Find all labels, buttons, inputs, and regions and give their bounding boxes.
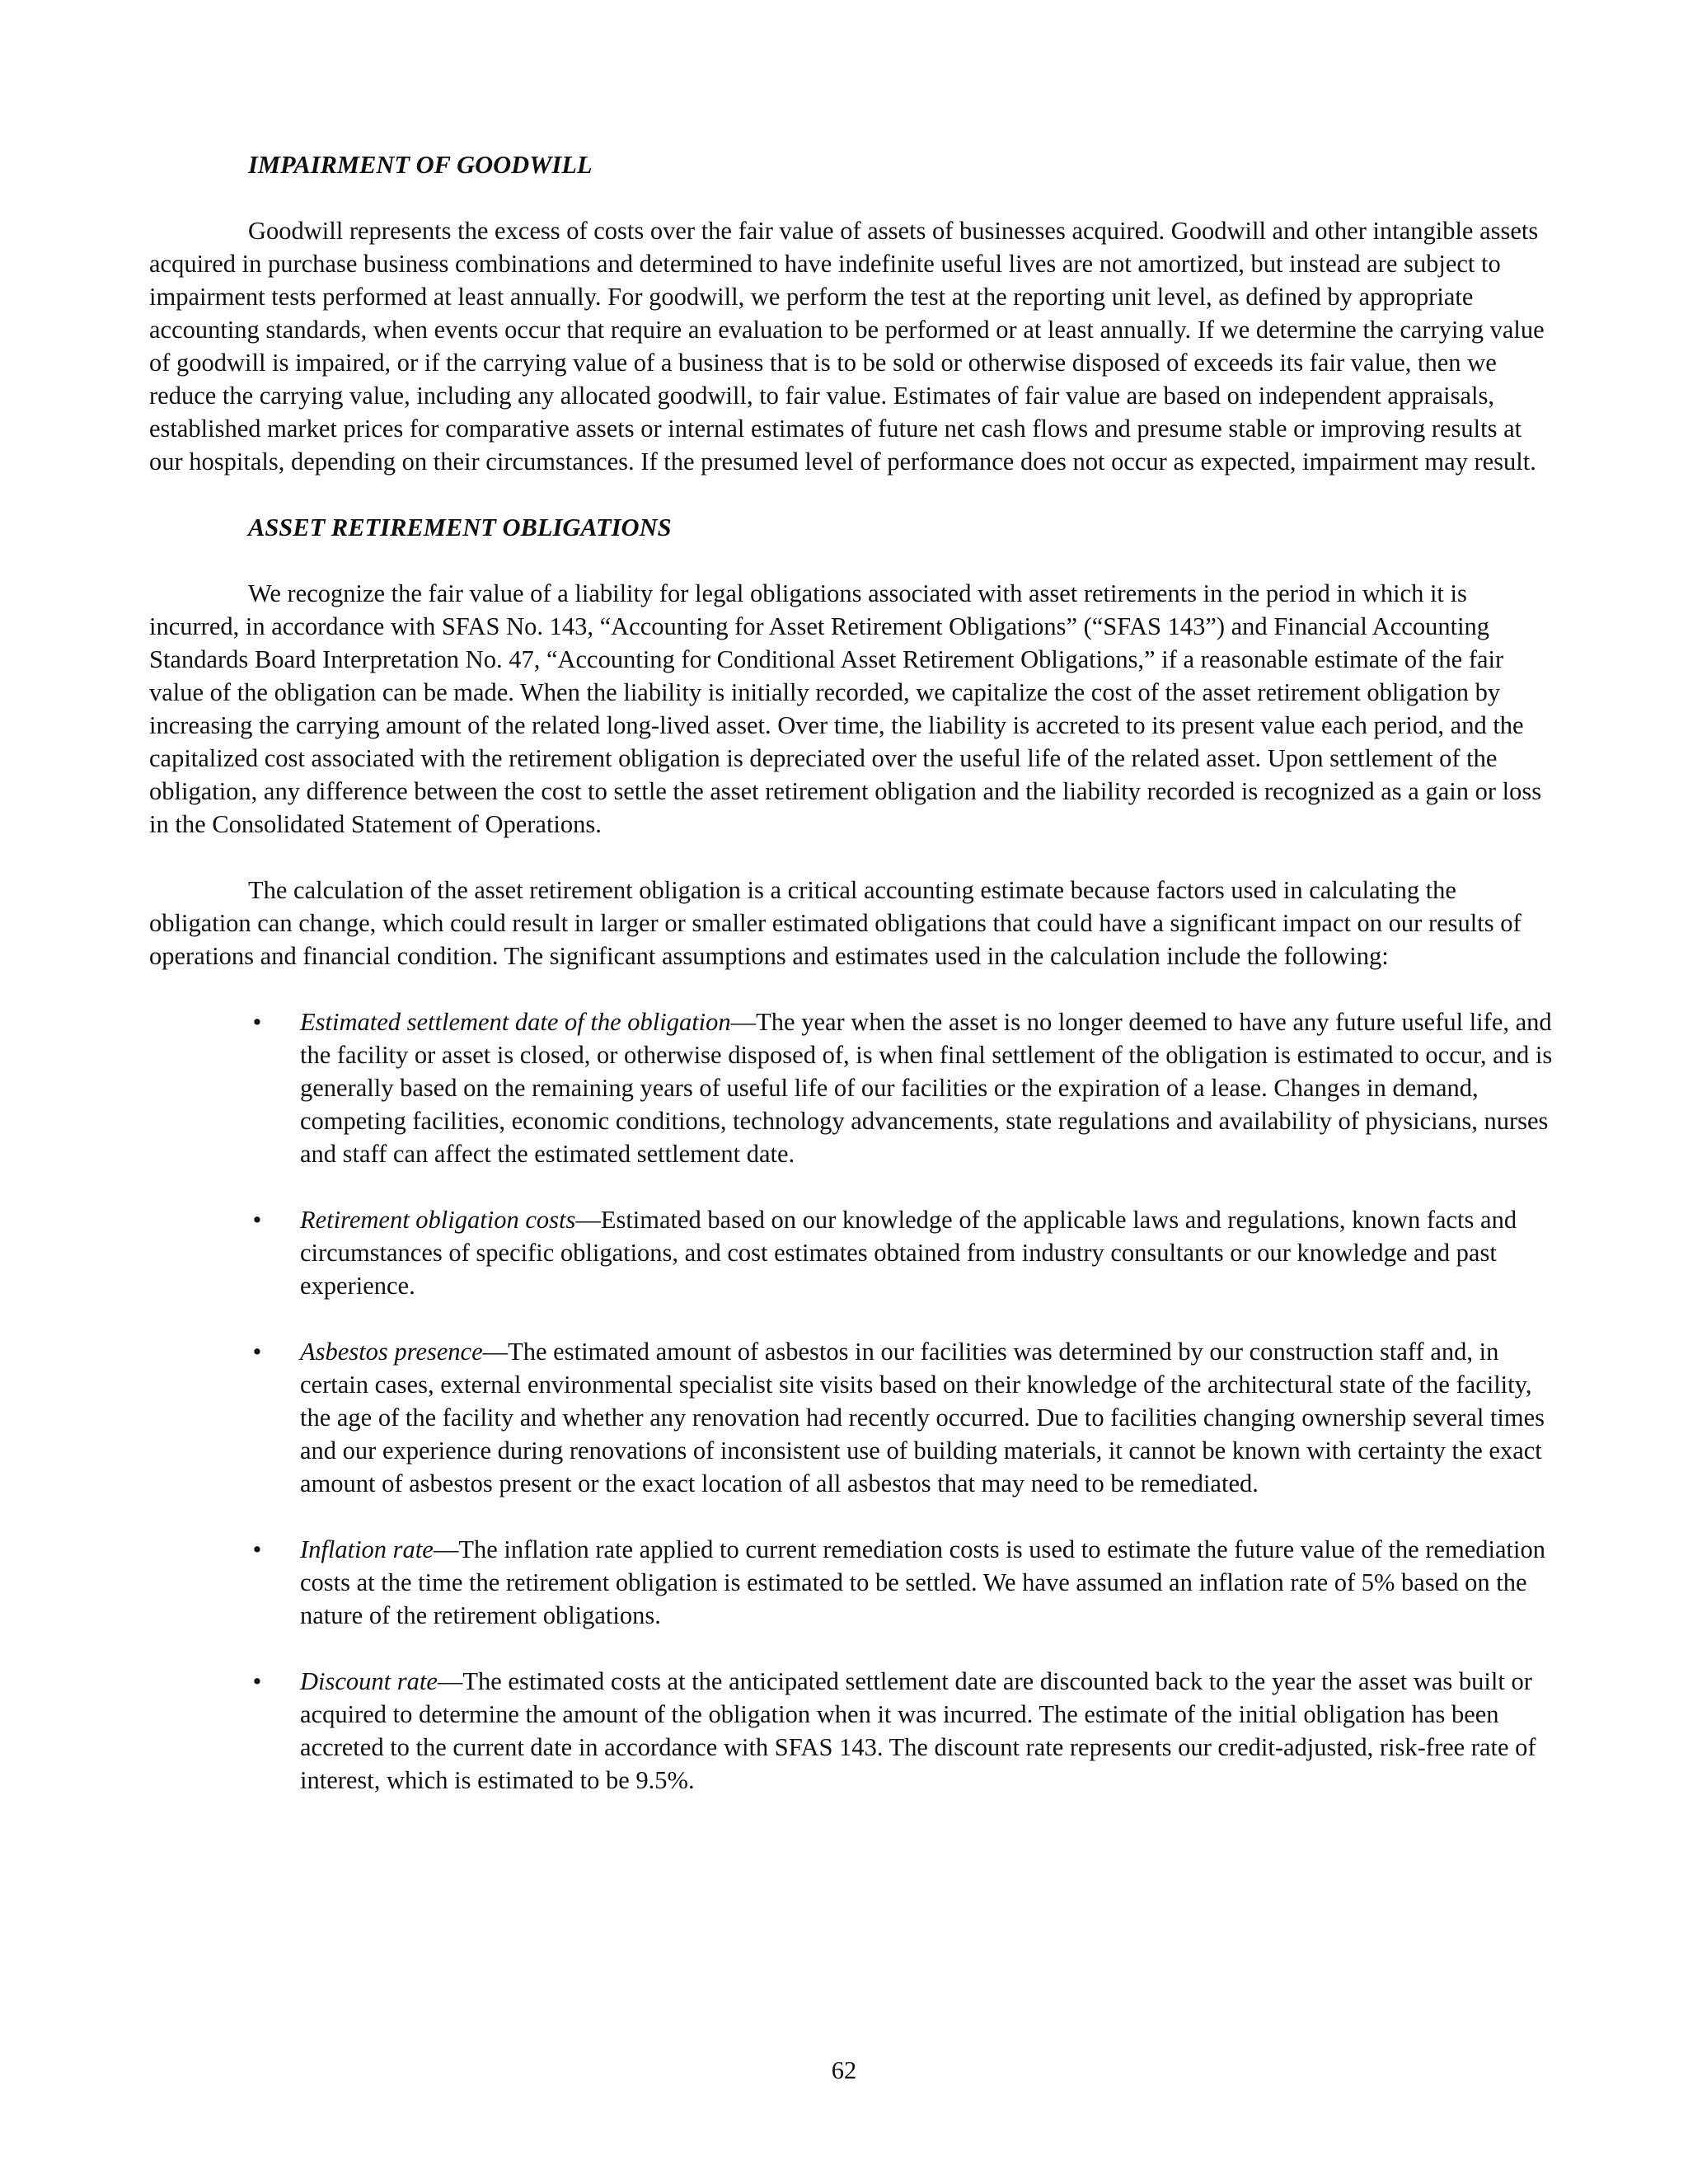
document-page bbox=[149, 148, 1555, 1830]
body-paragraph: We recognize the fair value of a liability for legal obligations associated with asset retirements in the period in which it is incurred, in accordance with SFAS No. 143, “Accounting for Asset Retirement Obligations” (“SFAS 143”) and Financial Accounting Standards Board Interpretation No. 47, “Accounting for Conditional Asset Retirement Obligations,” if a reasonable estimate of the fair value of the obligation can be made. When the liability is initially recorded, we capitalize the cost of the asset retirement obligation by increasing the carrying amount of the related long-lived asset. Over time, the liability is accreted to its present value each period, and the capitalized cost associated with the retirement obligation is depreciated over the useful life of the related asset. Upon settlement of the obligation, any difference between the cost to settle the asset retirement obligation and the liability recorded is recognized as a gain or loss in the Consolidated Statement of Operations. bbox=[149, 579, 1542, 838]
list-item bbox=[149, 1005, 1555, 1170]
bullet-icon: • bbox=[252, 1667, 262, 1695]
bullet-text: —The year when the asset is no longer deemed to have any future useful life, and the facility or asset is closed, or otherwise disposed of, is when final settlement of the obligation is estimated to occur, and is generally based on the remaining years of useful life of our facilities or the expiration of a lease. Changes in demand, competing facilities, economic conditions, technology advancements, state regulations and availability of physicians, nurses and staff can affect the estimated settlement date. bbox=[300, 1008, 1553, 1168]
bullet-term: Asbestos presence bbox=[300, 1338, 483, 1366]
section-heading: ASSET RETIREMENT OBLIGATIONS bbox=[248, 513, 672, 541]
bullet-term: Discount rate bbox=[300, 1667, 438, 1695]
section-heading: IMPAIRMENT OF GOODWILL bbox=[248, 151, 593, 179]
bullet-text: —The estimated amount of asbestos in our facilities was determined by our construction staff and, in certain cases, external environmental specialist site visits based on their knowledge of the architectural state of the facility, the age of the facility and whether any renovation had recently occurred. Due to facilities changing ownership several times and our experience during renovations of inconsistent use of building materials, it cannot be known with certainty the exact amount of asbestos present or the exact location of all asbestos that may need to be remediated. bbox=[300, 1338, 1545, 1497]
body-paragraph: Goodwill represents the excess of costs over the fair value of assets of businesses acquired. Goodwill and other intangible assets acquired in purchase business combinations and determined to have indefinite useful lives are not amortized, but instead are subject to impairment tests performed at least annually. For goodwill, we perform the test at the reporting unit level, as defined by appropriate accounting standards, when events occur that require an evaluation to be performed or at least annually. If we determine the carrying value of goodwill is impaired, or if the carrying value of a business that is to be sold or otherwise disposed of exceeds its fair value, then we reduce the carrying value, including any allocated goodwill, to fair value. Estimates of fair value are based on independent appraisals, established market prices for comparative assets or internal estimates of future net cash flows and presume stable or improving results at our hospitals, depending on their circumstances. If the presumed level of performance does not occur as expected, impairment may result. bbox=[149, 217, 1545, 476]
section-asset-retirement-obligations bbox=[149, 511, 1555, 1797]
assumptions-list bbox=[149, 1005, 1555, 1797]
list-item bbox=[149, 1533, 1555, 1632]
body-paragraph: The calculation of the asset retirement obligation is a critical accounting estimate because factors used in calculating the obligation can change, which could result in larger or smaller estimated obligations that could have a significant impact on our results of operations and financial condition. The significant assumptions and estimates used in the calculation include the following: bbox=[149, 876, 1522, 970]
list-item bbox=[149, 1665, 1555, 1797]
bullet-icon: • bbox=[252, 1206, 262, 1234]
bullet-icon: • bbox=[252, 1008, 262, 1036]
list-item bbox=[149, 1335, 1555, 1500]
bullet-text: —The inflation rate applied to current remediation costs is used to estimate the future value of the remediation costs at the time the retirement obligation is estimated to be settled. We have assumed an inflation rate of 5% based on the nature of the retirement obligations. bbox=[300, 1535, 1545, 1629]
bullet-text: —Estimated based on our knowledge of the applicable laws and regulations, known facts and circumstances of specific obligations, and cost estimates obtained from industry consultants or our knowledge and past experience. bbox=[300, 1206, 1517, 1300]
bullet-term: Inflation rate bbox=[300, 1535, 434, 1563]
page-number: 62 bbox=[831, 2056, 857, 2084]
section-impairment-of-goodwill bbox=[149, 148, 1555, 478]
list-item bbox=[149, 1203, 1555, 1302]
bullet-icon: • bbox=[252, 1535, 262, 1563]
bullet-text: —The estimated costs at the anticipated settlement date are discounted back to the year the asset was built or acquired to determine the amount of the obligation when it was incurred. The estimate of the initial obligation has been accreted to the current date in accordance with SFAS 143. The discount rate represents our credit-adjusted, risk-free rate of interest, which is estimated to be 9.5%. bbox=[300, 1667, 1536, 1794]
bullet-term: Retirement obligation costs bbox=[300, 1206, 576, 1234]
bullet-icon: • bbox=[252, 1338, 262, 1366]
bullet-term: Estimated settlement date of the obligation bbox=[300, 1008, 731, 1036]
